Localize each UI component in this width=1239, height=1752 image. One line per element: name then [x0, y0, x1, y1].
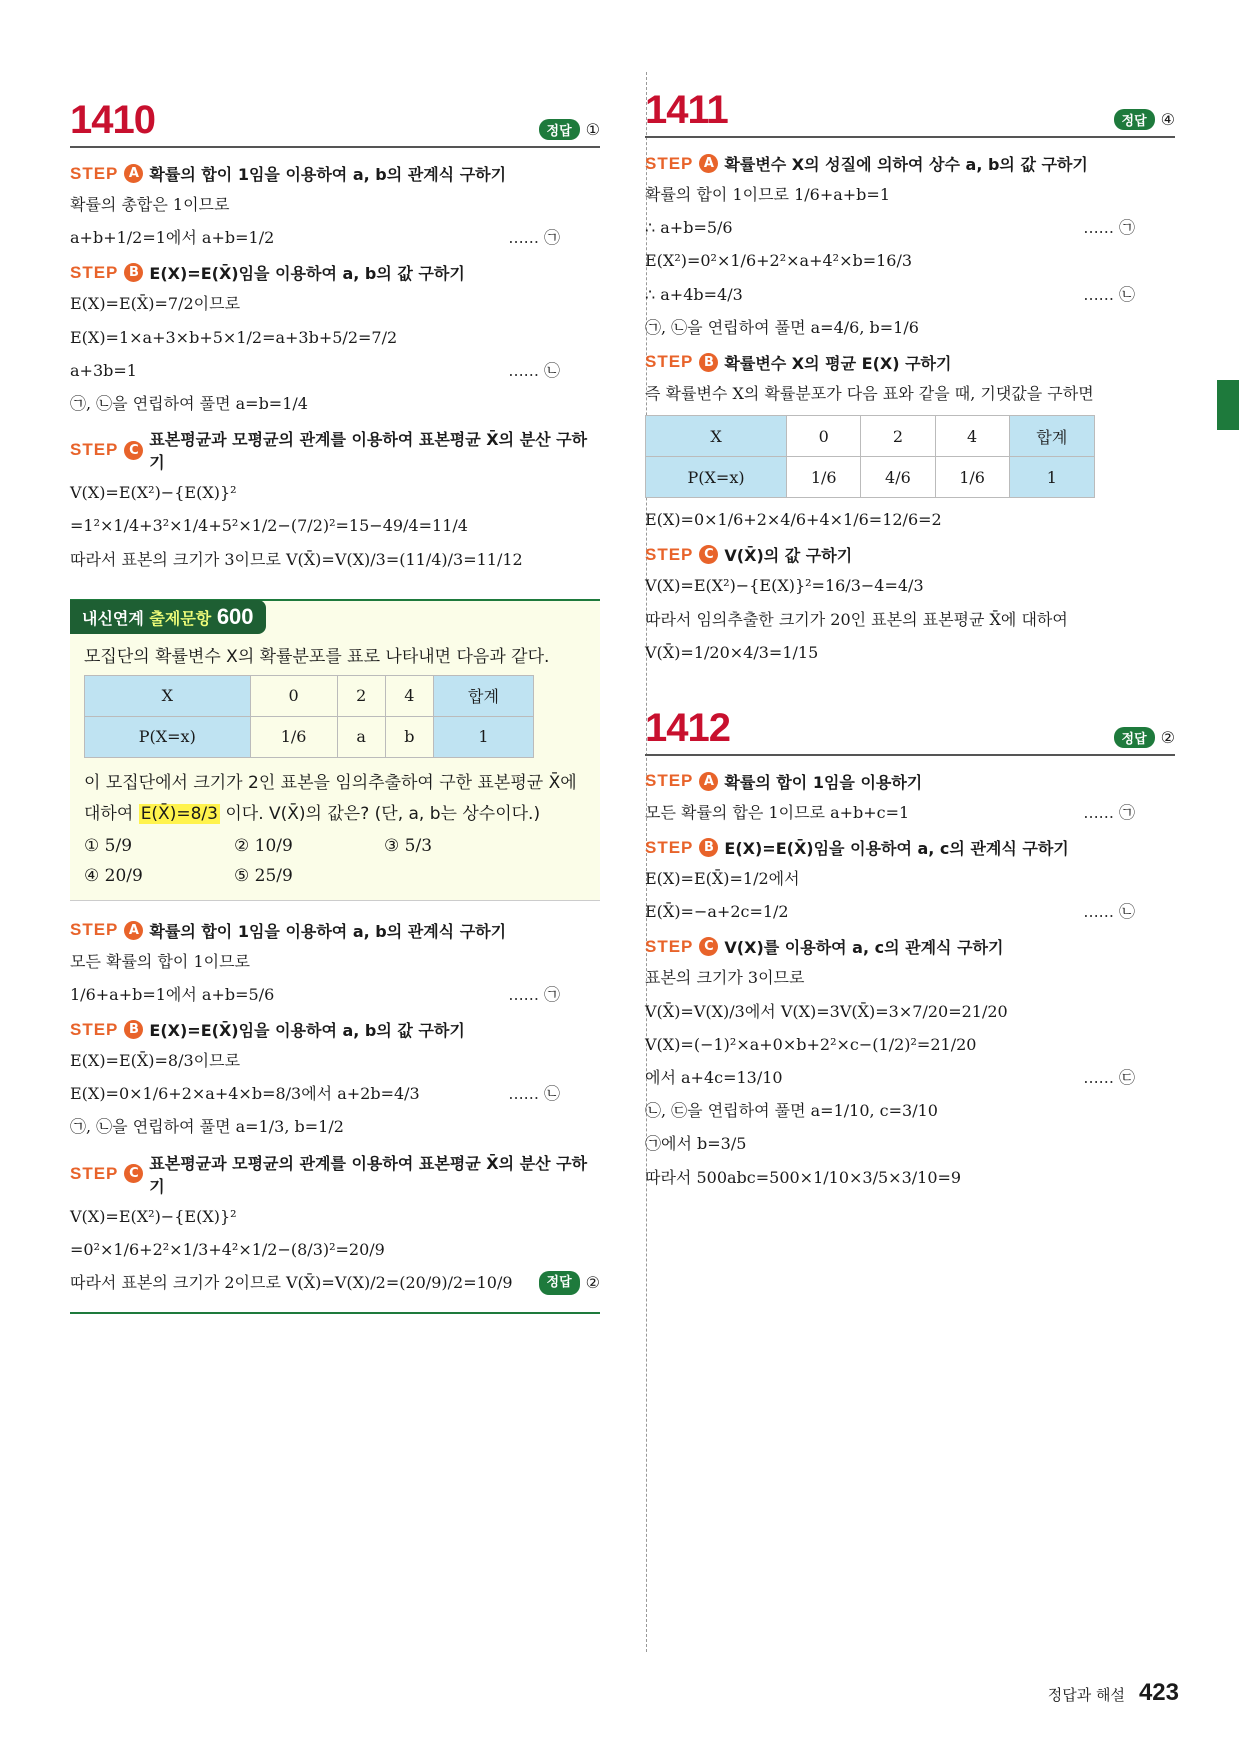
- step-label: STEP: [70, 262, 119, 282]
- step-letter: B: [124, 263, 143, 282]
- answer-indicator: [1114, 727, 1175, 748]
- solution-line: 따라서 임의추출한 크기가 20인 표본의 표본평균 X̄에 대하여: [645, 609, 1068, 629]
- solution-line: ㉠, ㉡을 연립하여 풀면 a=b=1/4: [70, 393, 308, 413]
- step-letter: B: [699, 838, 718, 857]
- step-letter: A: [699, 772, 718, 791]
- page-footer: [1048, 1679, 1179, 1707]
- answer-choices: [84, 836, 586, 886]
- solution-line: E(X)=0×1/6+2×4/6+4×1/6=12/6=2: [645, 510, 942, 530]
- step-letter: C: [699, 545, 718, 564]
- solution-line: 에서 a+4c=13/10 ...... ㉢: [645, 1064, 1175, 1091]
- solution-line: V(X)=E(X²)−{E(X)}²: [70, 483, 237, 503]
- step-title: E(X)=E(X̄)임을 이용하여 a, b의 값 구하기: [149, 264, 465, 284]
- section-end-rule: [70, 1312, 600, 1314]
- solution-line: E(X)=E(X̄)=1/2에서: [645, 869, 800, 889]
- step-title: 확률의 합이 1임을 이용하여 a, b의 관계식 구하기: [149, 921, 507, 941]
- step-b: [645, 836, 1175, 859]
- answer-value: ④: [1160, 110, 1175, 129]
- step-label: STEP: [645, 544, 694, 564]
- step-title: 확률변수 X의 성질에 의하여 상수 a, b의 값 구하기: [724, 155, 1088, 174]
- equation-tag: ...... ㉠: [1083, 218, 1135, 238]
- step-title: V(X̄)의 값 구하기: [724, 546, 853, 566]
- step-letter: B: [124, 1020, 143, 1039]
- solution-line: 표본의 크기가 3이므로: [645, 968, 805, 988]
- linked-problem-title: 내신연계 출제문항 600: [70, 600, 266, 634]
- step-label: STEP: [70, 163, 119, 183]
- solution-line: 확률의 합이 1이므로 1/6+a+b=1: [645, 185, 891, 204]
- footer-label: 정답과 해설: [1047, 1686, 1125, 1704]
- answer-badge: 정답: [1114, 727, 1155, 748]
- problem-1412-header: [645, 705, 1175, 756]
- step-letter: C: [124, 441, 143, 460]
- step-title: 확률의 합이 1임을 이용하여 a, b의 관계식 구하기: [149, 165, 507, 184]
- step-title: E(X)=E(X̄)임을 이용하여 a, b의 값 구하기: [149, 1021, 465, 1041]
- solution-line: V(X)=(−1)²×a+0×b+2²×c−(1/2)²=21/20: [645, 1034, 977, 1054]
- problem-number: 1412: [645, 705, 730, 750]
- step-title: 표본평균과 모평균의 관계를 이용하여 표본평균 X̄의 분산 구하기: [149, 1153, 588, 1196]
- solution-line: =1²×1/4+3²×1/4+5²×1/2−(7/2)²=15−49/4=11/4: [70, 516, 468, 536]
- solution-line: E(X)=1×a+3×b+5×1/2=a+3b+5/2=7/2: [70, 327, 398, 347]
- choice: ④ 20/9: [84, 865, 143, 886]
- linked-problem-box: [70, 599, 600, 901]
- solution-line: 따라서 표본의 크기가 3이므로 V(X̄)=V(X)/3=(11/4)/3=11/12: [70, 549, 523, 569]
- solution-line: E(X)=E(X̄)=8/3이므로: [70, 1051, 241, 1071]
- equation-tag: ...... ㉡: [1083, 284, 1135, 304]
- equation-tag: ...... ㉢: [1083, 1068, 1135, 1087]
- solution-line: 따라서 표본의 크기가 2이므로 V(X̄)=V(X)/2=(20/9)/2=10/9 정답 ②: [70, 1269, 600, 1296]
- step-label: STEP: [645, 352, 694, 372]
- answer-badge: 정답: [1114, 109, 1155, 130]
- choice: ③ 5/3: [384, 835, 433, 856]
- step-label: STEP: [645, 936, 694, 956]
- solution-line: a+3b=1 ...... ㉡: [70, 357, 600, 384]
- step-letter: C: [124, 1164, 143, 1183]
- equation-tag: ...... ㉠: [508, 984, 560, 1004]
- step-a: [645, 152, 1175, 175]
- step-title: 확률변수 X의 평균 E(X) 구하기: [724, 353, 952, 373]
- solution-line: 1/6+a+b=1에서 a+b=5/6 ...... ㉠: [70, 981, 600, 1008]
- step-a: [70, 162, 600, 185]
- solution-line: ∴ a+4b=4/3 ...... ㉡: [645, 281, 1175, 308]
- solution-line: V(X̄)=1/20×4/3=1/15: [645, 642, 819, 662]
- right-column: [645, 90, 1175, 1197]
- choice: ② 10/9: [234, 835, 293, 856]
- problem-number: 1411: [645, 88, 728, 132]
- equation-tag: ...... ㉠: [1083, 802, 1135, 822]
- solution-line: V(X)=E(X²)−{E(X)}²=16/3−4=4/3: [645, 576, 924, 596]
- step-letter: C: [699, 937, 718, 956]
- step-letter: A: [124, 164, 143, 183]
- solution-line: ㉠, ㉡을 연립하여 풀면 a=4/6, b=1/6: [645, 317, 919, 337]
- answer-value: ②: [1160, 727, 1175, 747]
- solution-line: V(X̄)=V(X)/3에서 V(X)=3V(X̄)=3×7/20=21/20: [645, 1001, 1008, 1021]
- choice: ⑤ 25/9: [234, 865, 293, 886]
- step-label: STEP: [645, 153, 694, 173]
- step-title: V(X)를 이용하여 a, c의 관계식 구하기: [724, 938, 1004, 958]
- step-c: [645, 935, 1175, 958]
- step-c: [70, 1151, 600, 1197]
- solution-line: 따라서 500abc=500×1/10×3/5×3/10=9: [645, 1167, 962, 1187]
- distribution-table: X 0 2 4 합계 P(X=x) 1/6 4/6 1/6 1: [645, 415, 1095, 498]
- problem-question: 대하여 E(X̄)=8/3 이다. V(X̄)의 값은? (단, a, b는 상수이다.): [84, 803, 541, 824]
- solution-line: 확률의 총합은 1이므로: [70, 195, 230, 214]
- equation-tag: ...... ㉠: [508, 228, 560, 248]
- answer-value: ②: [585, 1273, 600, 1292]
- problem-1411-header: [645, 90, 1175, 138]
- solution-line: ㉡, ㉢을 연립하여 풀면 a=1/10, c=3/10: [645, 1101, 938, 1121]
- step-letter: A: [699, 154, 718, 173]
- solution-line: =0²×1/6+2²×1/3+4²×1/2−(8/3)²=20/9: [70, 1239, 385, 1259]
- answer-badge: 정답: [539, 119, 580, 140]
- solution-line: ㉠에서 b=3/5: [645, 1134, 747, 1154]
- step-b: [70, 261, 600, 284]
- solution-line: 모든 확률의 합이 1이므로: [70, 951, 250, 971]
- solution-line: a+b+1/2=1에서 a+b=1/2 ...... ㉠: [70, 224, 600, 251]
- solution-line: 모든 확률의 합은 1이므로 a+b+c=1 ...... ㉠: [645, 799, 1175, 826]
- step-a: [645, 770, 1175, 793]
- step-title: 표본평균과 모평균의 관계를 이용하여 표본평균 X̄의 분산 구하기: [149, 430, 588, 473]
- step-b: [70, 1018, 600, 1041]
- step-label: STEP: [70, 1019, 119, 1039]
- solution-line: 즉 확률변수 X의 확률분포가 다음 표와 같을 때, 기댓값을 구하면: [645, 383, 1094, 403]
- answer-value: ①: [585, 120, 600, 139]
- step-letter: A: [124, 921, 143, 940]
- problem-question: 이 모집단에서 크기가 2인 표본을 임의추출하여 구한 표본평균 X̄에: [84, 772, 577, 793]
- answer-badge: 정답: [539, 1271, 580, 1295]
- step-letter: B: [699, 353, 718, 372]
- choice: ① 5/9: [84, 835, 133, 856]
- step-c: [645, 543, 1175, 566]
- step-title: E(X)=E(X̄)임을 이용하여 a, c의 관계식 구하기: [724, 839, 1069, 859]
- step-label: STEP: [70, 1163, 119, 1183]
- solution-line: E(X²)=0²×1/6+2²×a+4²×b=16/3: [645, 251, 913, 271]
- highlighted-condition: E(X̄)=8/3: [140, 803, 218, 824]
- left-column: [70, 100, 600, 1314]
- equation-tag: ...... ㉡: [508, 1084, 560, 1104]
- step-label: STEP: [70, 440, 119, 460]
- step-title: 확률의 합이 1임을 이용하기: [724, 772, 923, 792]
- solution-line: E(X)=E(X̄)=7/2이므로: [70, 294, 241, 314]
- step-label: STEP: [645, 771, 694, 791]
- problem-intro: 모집단의 확률변수 X의 확률분포를 표로 나타내면 다음과 같다.: [84, 646, 550, 667]
- answer-indicator: [539, 1269, 600, 1296]
- solution-line: ∴ a+b=5/6 ...... ㉠: [645, 214, 1175, 241]
- step-label: STEP: [645, 837, 694, 857]
- step-b: [645, 351, 1175, 374]
- problem-number: 1410: [70, 98, 155, 142]
- problem-1410-header: [70, 100, 600, 148]
- solution-line: E(X̄)=−a+2c=1/2 ...... ㉡: [645, 898, 1175, 925]
- equation-tag: ...... ㉡: [508, 360, 560, 380]
- solution-line: V(X)=E(X²)−{E(X)}²: [70, 1206, 237, 1226]
- step-label: STEP: [70, 920, 119, 940]
- page-number: 423: [1138, 1679, 1179, 1706]
- chapter-tab: [1217, 380, 1239, 430]
- answer-indicator: [1114, 109, 1175, 130]
- answer-indicator: [539, 119, 600, 140]
- equation-tag: ...... ㉡: [1083, 902, 1135, 922]
- solution-line: ㉠, ㉡을 연립하여 풀면 a=1/3, b=1/2: [70, 1117, 344, 1137]
- distribution-table: X 0 2 4 합계 P(X=x) 1/6 a b 1: [84, 675, 534, 758]
- step-a: [70, 919, 600, 942]
- step-c: [70, 427, 600, 473]
- solution-line: E(X)=0×1/6+2×a+4×b=8/3에서 a+2b=4/3 ...... ㉡: [70, 1080, 600, 1107]
